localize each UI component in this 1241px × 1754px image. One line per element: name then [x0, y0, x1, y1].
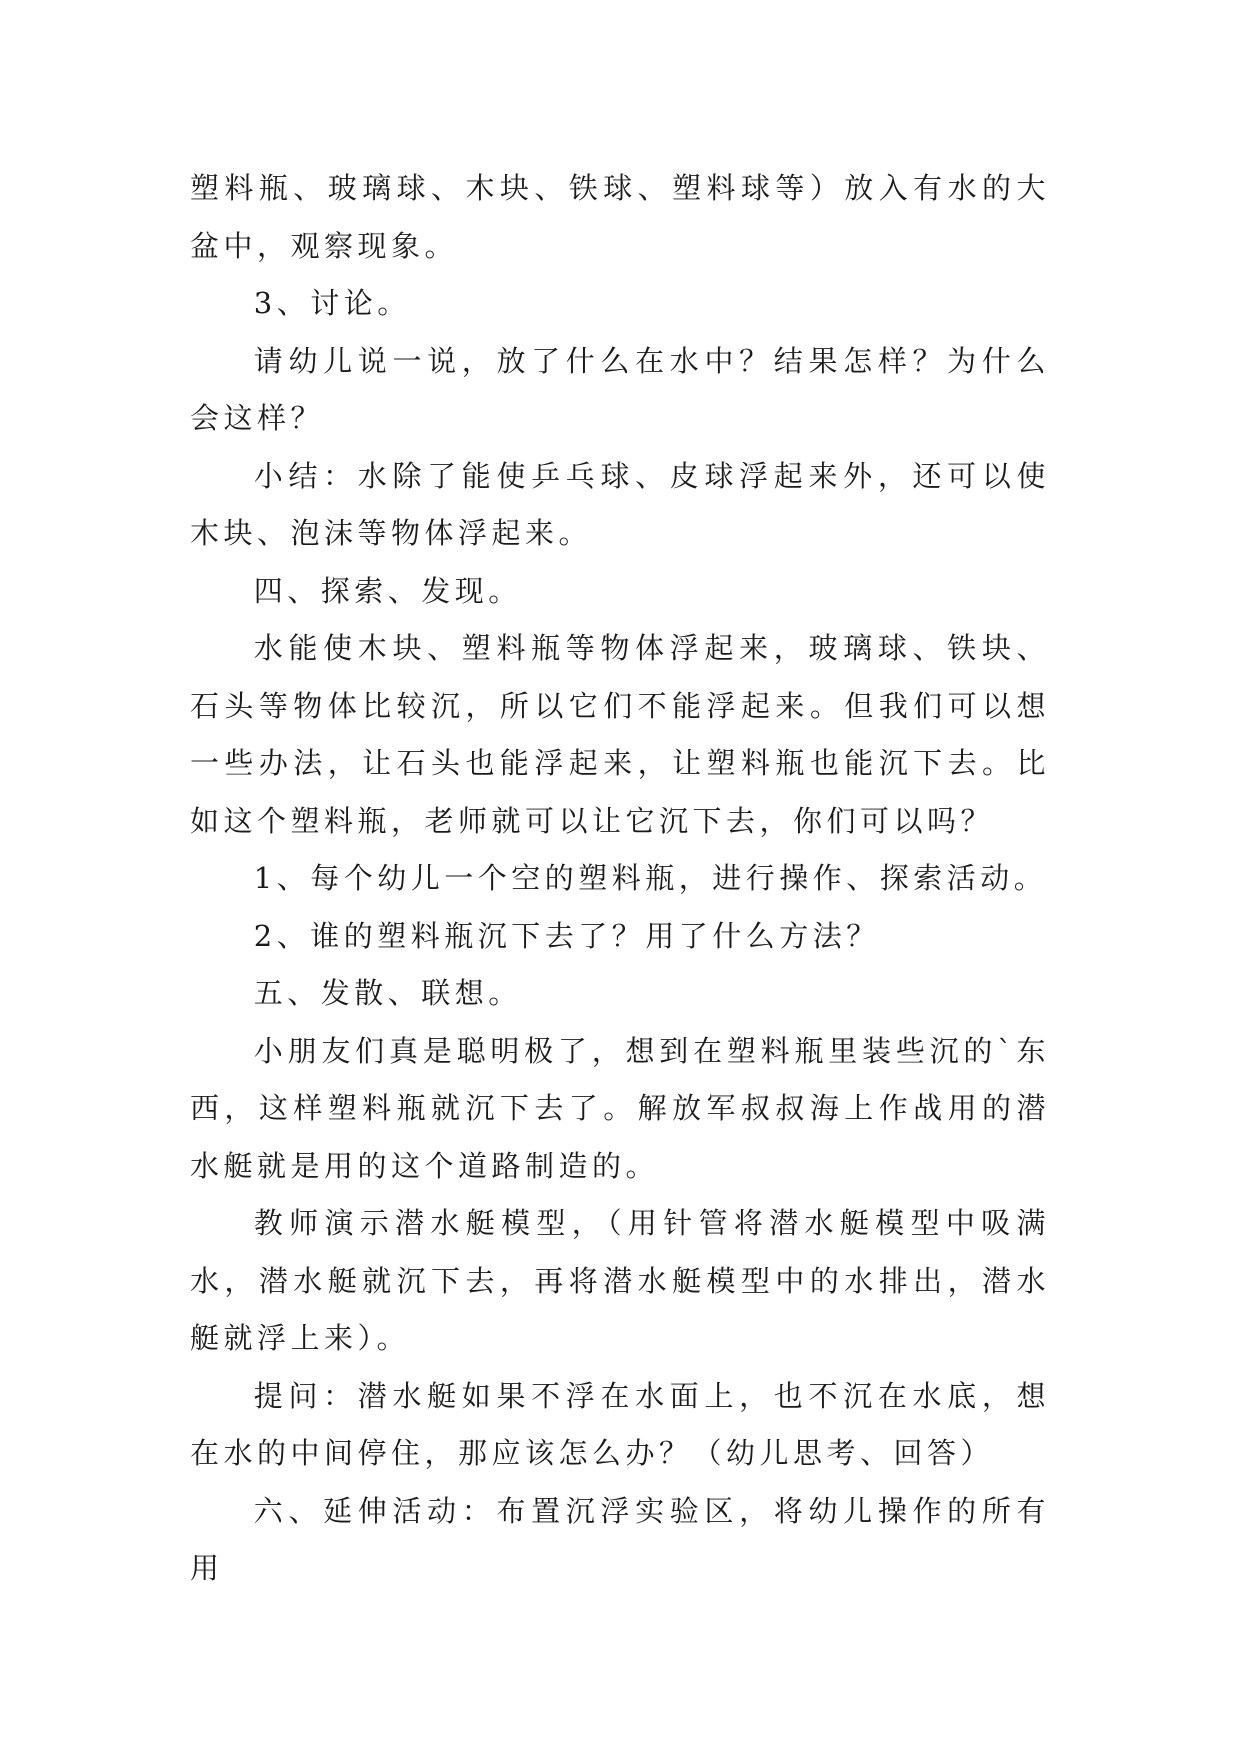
paragraph-materials-continued: 塑料瓶、玻璃球、木块、铁球、塑料球等）放入有水的大盆中，观察现象。: [190, 171, 1050, 263]
paragraph-explore-intro: 水能使木块、塑料瓶等物体浮起来，玻璃球、铁块、石头等物体比较沉，所以它们不能浮起来。但我们可以想一些办法，让石头也能浮起来，让塑料瓶也能沉下去。比如这个塑料瓶，老师就可以让它沉下去，你们可以吗？: [190, 631, 1050, 838]
paragraph-explore-step-1: 1、每个幼儿一个空的塑料瓶，进行操作、探索活动。: [253, 861, 1048, 895]
paragraph-summary: 小结：水除了能使乒乓球、皮球浮起来外，还可以使木块、泡沫等物体浮起来。: [190, 458, 1050, 550]
section-heading-extension: 六、延伸活动：布置沉浮实验区，将幼儿操作的所有用: [190, 1493, 1050, 1585]
paragraph-submarine-intro: 小朋友们真是聪明极了，想到在塑料瓶里装些沉的`东西，这样塑料瓶就沉下去了。解放军叔叔海上作战用的潜水艇就是用的这个道路制造的。: [190, 1033, 1050, 1183]
document-body: [190, 160, 1050, 1598]
paragraph-question: 提问：潜水艇如果不浮在水面上，也不沉在水底，想在水的中间停住，那应该怎么办？（幼儿思考、回答）: [190, 1378, 1050, 1470]
section-heading-associate: 五、发散、联想。: [253, 976, 522, 1010]
paragraph-discussion-question: 请幼儿说一说，放了什么在水中？结果怎样？为什么会这样？: [190, 343, 1050, 435]
paragraph-explore-step-2: 2、谁的塑料瓶沉下去了？用了什么方法？: [253, 918, 880, 953]
paragraph-teacher-demo: 教师演示潜水艇模型，（用针管将潜水艇模型中吸满水，潜水艇就沉下去，再将潜水艇模型中的水排出，潜水艇就浮上来）。: [190, 1206, 1050, 1355]
paragraph-step-3-discussion: 3、讨论。: [253, 286, 411, 320]
section-heading-explore: 四、探索、发现。: [253, 573, 522, 608]
